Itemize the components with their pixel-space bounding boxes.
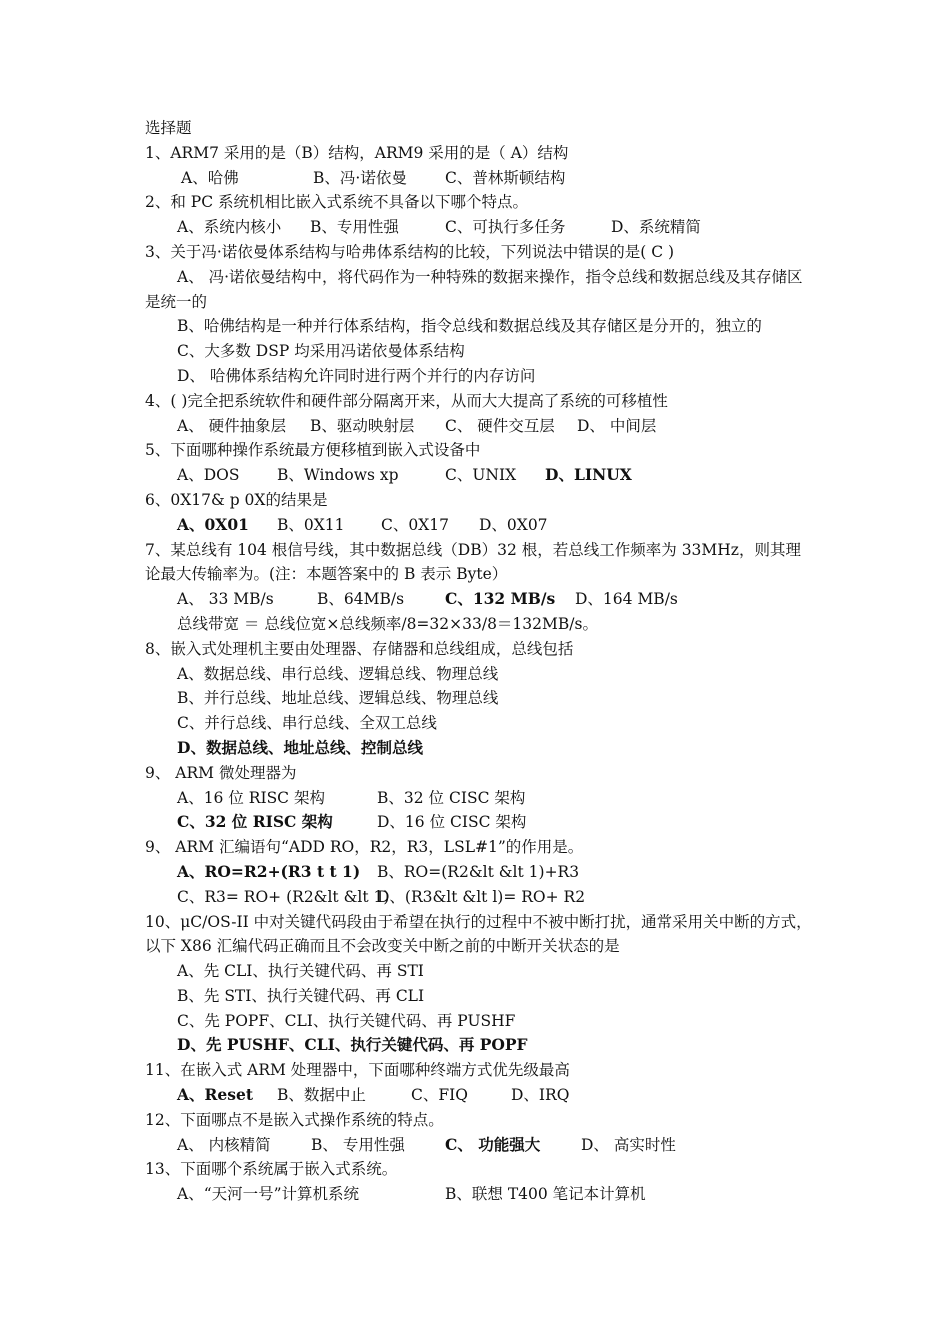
question-7-option-a: A、 33 MB/s xyxy=(177,590,274,609)
question-9b-options-row2 xyxy=(145,885,815,910)
question-10-option-c: C、先 POPF、CLI、执行关键代码、再 PUSHF xyxy=(177,1011,516,1030)
question-8-option-b: B、并行总线、地址总线、逻辑总线、物理总线 xyxy=(177,689,499,708)
question-11-options xyxy=(145,1083,815,1108)
question-11-option-a: A、Reset xyxy=(177,1085,254,1105)
question-4-option-c: C、 硬件交互层 xyxy=(445,416,555,435)
question-12-option-c: C、 功能强大 xyxy=(445,1134,541,1154)
question-9a-option-d: D、16 位 CISC 架构 xyxy=(377,813,527,832)
question-5-option-d: D、LINUX xyxy=(545,465,632,485)
question-9b-option-a: A、RO=R2+(R3 t t 1) xyxy=(177,861,361,881)
question-9a-option-a: A、16 位 RISC 架构 xyxy=(177,788,325,807)
question-6-option-d: D、0X07 xyxy=(479,515,548,534)
question-1-option-c: C、普林斯顿结构 xyxy=(445,168,566,187)
question-9a-option-b: B、32 位 CISC 架构 xyxy=(377,788,526,807)
question-11-option-b: B、数据中止 xyxy=(277,1086,366,1105)
question-13-option-a: A、“天河一号”计算机系统 xyxy=(177,1185,360,1204)
question-1-stem: 1、ARM7 采用的是（B）结构，ARM9 采用的是（ A）结构 xyxy=(145,143,569,162)
question-4-options xyxy=(145,414,815,439)
question-7-option-b: B、64MB/s xyxy=(317,590,405,609)
question-5-option-b: B、Windows xp xyxy=(277,466,399,485)
question-10-option-a: A、先 CLI、执行关键代码、再 STI xyxy=(177,962,424,981)
question-list xyxy=(145,116,815,1207)
question-3-option-a: A、 冯·诺依曼结构中，将代码作为一种特殊的数据来操作，指令总线和数据总线及其存储区是统一的 xyxy=(145,267,803,311)
question-12-option-d: D、 高实时性 xyxy=(581,1135,676,1154)
question-9a-options-row1 xyxy=(145,786,815,811)
question-5-stem: 5、下面哪种操作系统最方便移植到嵌入式设备中 xyxy=(145,441,481,460)
question-3-option-c: C、大多数 DSP 均采用冯诺依曼体系结构 xyxy=(177,342,465,361)
question-10-option-d: D、先 PUSHF、CLI、执行关键代码、再 POPF xyxy=(177,1035,528,1055)
question-8-option-a: A、数据总线、串行总线、逻辑总线、物理总线 xyxy=(177,664,499,683)
question-9b-option-d: D、(R3&lt &lt l)= RO+ R2 xyxy=(377,887,586,906)
question-7-explanation: 总线带宽 ＝ 总线位宽×总线频率/8=32×33/8＝132MB/s。 xyxy=(177,614,598,633)
question-6-option-a: A、0X01 xyxy=(177,514,249,534)
question-4-stem: 4、( )完全把系统软件和硬件部分隔离开来，从而大大提高了系统的可移植性 xyxy=(145,391,668,410)
question-9a-option-c: C、32 位 RISC 架构 xyxy=(177,812,333,832)
question-6-options xyxy=(145,513,815,538)
question-8-stem: 8、嵌入式处理机主要由处理器、存储器和总线组成，总线包括 xyxy=(145,639,574,658)
question-5-option-c: C、UNIX xyxy=(445,466,517,485)
question-11-option-c: C、FIQ xyxy=(411,1086,468,1105)
question-2-option-d: D、系统精简 xyxy=(611,218,701,237)
question-6-stem: 6、0X17& p 0X的结果是 xyxy=(145,490,328,509)
question-12-option-b: B、 专用性强 xyxy=(311,1135,405,1154)
question-7-option-d: D、164 MB/s xyxy=(575,590,678,609)
question-3-option-b: B、哈佛结构是一种并行体系结构，指令总线和数据总线及其存储区是分开的，独立的 xyxy=(177,317,762,336)
question-13-stem: 13、下面哪个系统属于嵌入式系统。 xyxy=(145,1160,398,1179)
question-1-option-a: A、哈佛 xyxy=(181,168,239,187)
question-4-option-b: B、驱动映射层 xyxy=(310,416,415,435)
question-9b-options-row1 xyxy=(145,860,815,885)
question-12-options xyxy=(145,1133,815,1158)
question-1-option-b: B、冯·诺依曼 xyxy=(313,168,407,187)
question-2-option-a: A、系统内核小 xyxy=(177,218,282,237)
question-8-option-c: C、并行总线、串行总线、全双工总线 xyxy=(177,714,437,733)
question-4-option-a: A、 硬件抽象层 xyxy=(177,416,287,435)
question-2-options xyxy=(145,215,815,240)
question-5-options xyxy=(145,463,815,488)
question-13-options xyxy=(145,1182,815,1207)
question-6-option-c: C、0X17 xyxy=(381,515,449,534)
question-5-option-a: A、DOS xyxy=(177,466,240,485)
question-9b-stem: 9、 ARM 汇编语句“ADD RO，R2，R3，LSL#1”的作用是。 xyxy=(145,838,584,857)
question-3-option-d: D、 哈佛体系结构允许同时进行两个并行的内存访问 xyxy=(177,366,536,385)
question-11-option-d: D、IRQ xyxy=(511,1086,570,1105)
question-8-option-d: D、数据总线、地址总线、控制总线 xyxy=(177,737,423,757)
question-9a-stem: 9、 ARM 微处理器为 xyxy=(145,763,297,782)
question-10-stem: 10、μC/OS-II 中对关键代码段由于希望在执行的过程中不被中断打扰，通常采用关中断的方式，以下 X86 汇编代码正确而且不会改变关中断之前的中断开关状态的是 xyxy=(145,912,812,956)
question-1-options xyxy=(145,166,815,191)
question-13-option-b: B、联想 T400 笔记本计算机 xyxy=(445,1185,646,1204)
question-10-option-b: B、先 STI、执行关键代码、再 CLI xyxy=(177,986,425,1005)
question-9a-options-row2 xyxy=(145,810,815,835)
question-9b-option-b: B、RO=(R2&lt &lt 1)+R3 xyxy=(377,862,580,881)
question-2-option-c: C、可执行多任务 xyxy=(445,218,566,237)
question-7-option-c: C、132 MB/s xyxy=(445,589,556,609)
question-7-stem: 7、某总线有 104 根信号线，其中数据总线（DB）32 根，若总线工作频率为 33MHz，则其理论最大传输率为。(注：本题答案中的 B 表示 Byte） xyxy=(145,540,801,584)
question-7-options xyxy=(145,587,815,612)
question-2-stem: 2、和 PC 系统机相比嵌入式系统不具备以下哪个特点。 xyxy=(145,193,529,212)
question-12-option-a: A、 内核精简 xyxy=(177,1135,271,1154)
question-12-stem: 12、下面哪点不是嵌入式操作系统的特点。 xyxy=(145,1110,444,1129)
question-2-option-b: B、专用性强 xyxy=(310,218,399,237)
question-3-stem: 3、关于冯·诺依曼体系结构与哈弗体系结构的比较，下列说法中错误的是( C ) xyxy=(145,242,675,261)
section-heading: 选择题 xyxy=(145,119,192,137)
question-11-stem: 11、在嵌入式 ARM 处理器中，下面哪种终端方式优先级最高 xyxy=(145,1061,570,1080)
question-6-option-b: B、0X11 xyxy=(277,515,345,534)
question-9b-option-c: C、R3= RO+ (R2&lt &lt 1) xyxy=(177,887,390,906)
question-4-option-d: D、 中间层 xyxy=(577,416,657,435)
